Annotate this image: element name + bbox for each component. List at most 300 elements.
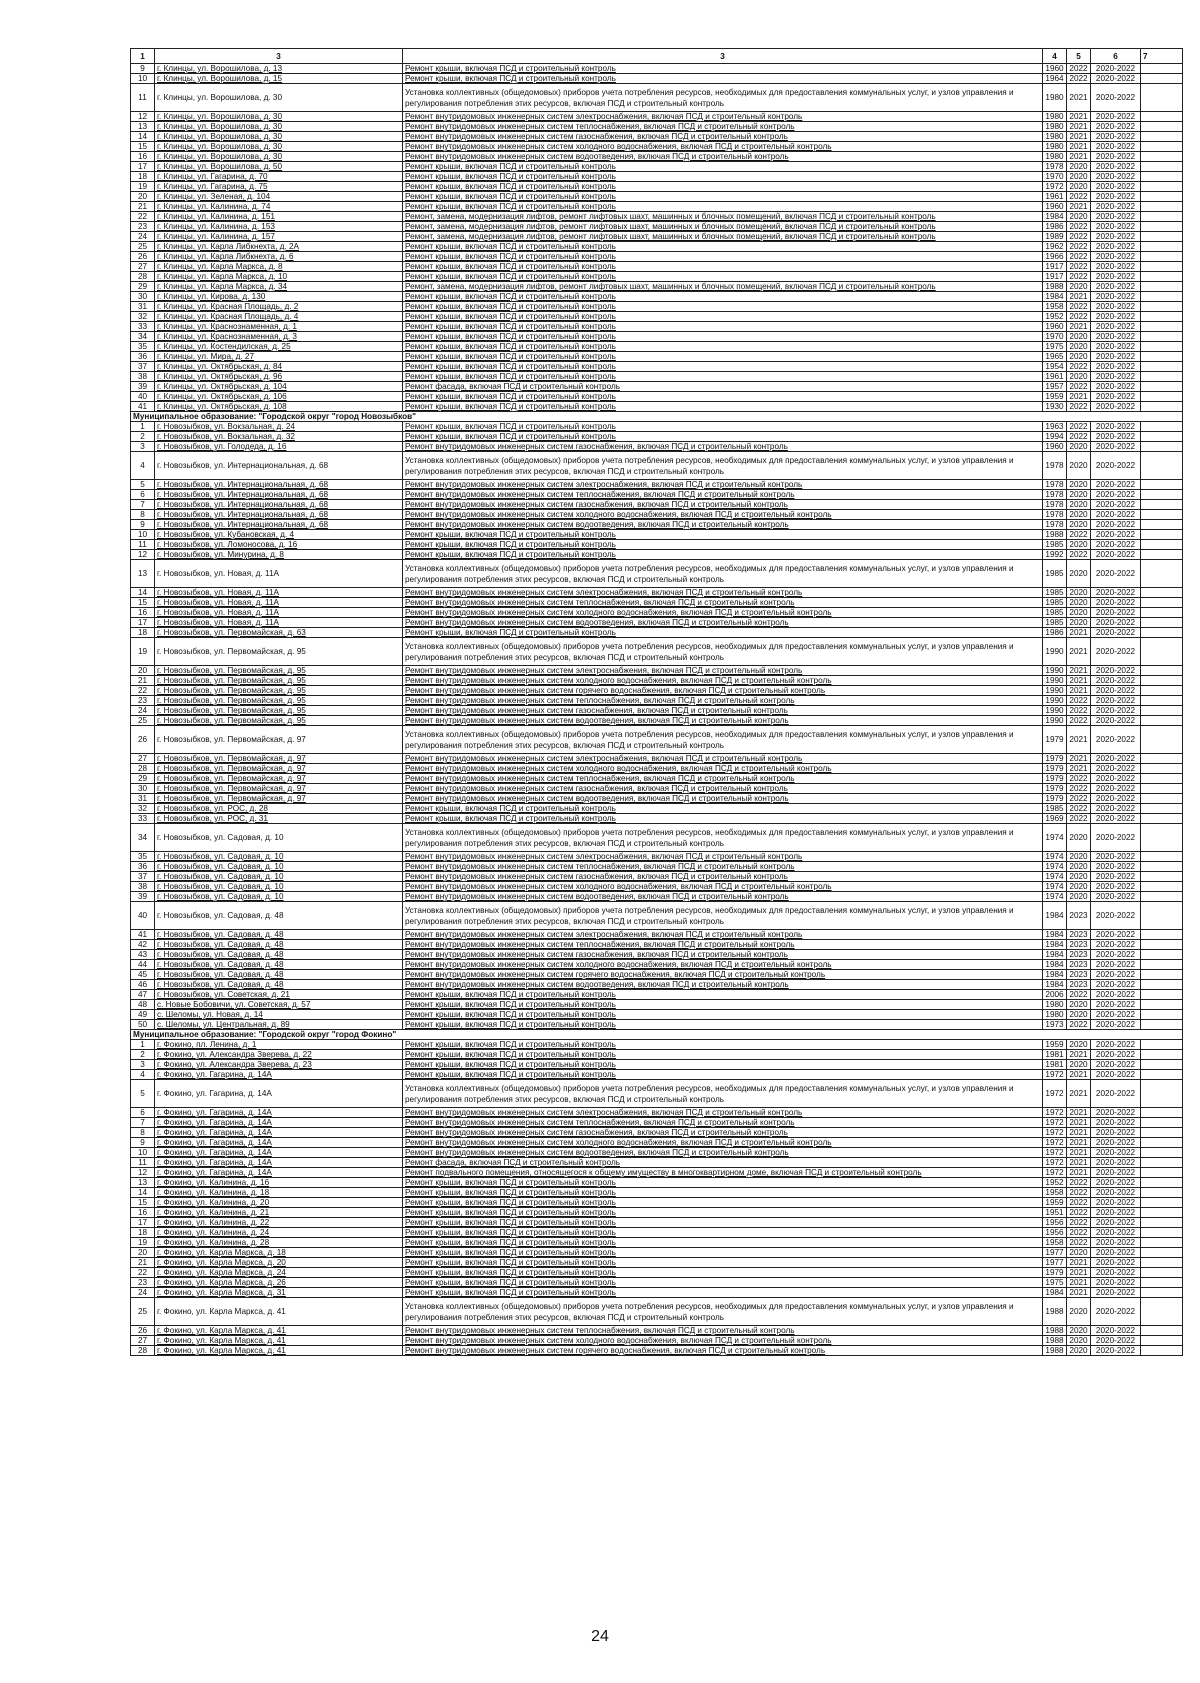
row-number: 24 — [131, 232, 155, 242]
row-number: 35 — [131, 852, 155, 862]
build-year-cell: 1992 — [1043, 550, 1067, 560]
work-type-cell: Ремонт крыши, включая ПСД и строительный контроль — [403, 74, 1043, 84]
empty-cell — [1141, 1000, 1183, 1010]
address-cell: г. Фокино, ул. Александра Зверева, д. 23 — [155, 1060, 403, 1070]
table-row — [131, 902, 1183, 930]
plan-year-cell: 2022 — [1067, 1178, 1091, 1188]
address-cell: г. Новозыбков, ул. Первомайская, д. 95 — [155, 716, 403, 726]
build-year-cell: 1986 — [1043, 222, 1067, 232]
build-year-cell: 1984 — [1043, 980, 1067, 990]
plan-year-cell: 2020 — [1067, 182, 1091, 192]
table-row — [131, 112, 1183, 122]
work-type-cell: Ремонт внутридомовых инженерных систем водоотведения, включая ПСД и строительный контроль — [403, 152, 1043, 162]
row-number: 18 — [131, 628, 155, 638]
plan-year-cell: 2021 — [1067, 726, 1091, 754]
row-number: 17 — [131, 1218, 155, 1228]
row-number: 40 — [131, 392, 155, 402]
header-cell-5: 5 — [1067, 49, 1091, 64]
period-cell: 2020-2022 — [1091, 112, 1141, 122]
build-year-cell: 1958 — [1043, 302, 1067, 312]
table-row — [131, 1218, 1183, 1228]
build-year-cell: 1978 — [1043, 510, 1067, 520]
period-cell: 2020-2022 — [1091, 520, 1141, 530]
empty-cell — [1141, 500, 1183, 510]
period-cell: 2020-2022 — [1091, 1188, 1141, 1198]
period-cell: 2020-2022 — [1091, 1238, 1141, 1248]
plan-year-cell: 2021 — [1067, 122, 1091, 132]
table-row — [131, 696, 1183, 706]
address-cell: г. Клинцы, ул. Октябрьская, д. 108 — [155, 402, 403, 412]
period-cell: 2020-2022 — [1091, 1288, 1141, 1298]
empty-cell — [1141, 152, 1183, 162]
build-year-cell: 1984 — [1043, 902, 1067, 930]
period-cell: 2020-2022 — [1091, 872, 1141, 882]
period-cell: 2020-2022 — [1091, 696, 1141, 706]
address-cell: г. Клинцы, ул. Калинина, д. 157 — [155, 232, 403, 242]
empty-cell — [1141, 222, 1183, 232]
plan-year-cell: 2020 — [1067, 892, 1091, 902]
period-cell: 2020-2022 — [1091, 618, 1141, 628]
plan-year-cell: 2020 — [1067, 618, 1091, 628]
row-number: 21 — [131, 1258, 155, 1268]
empty-cell — [1141, 162, 1183, 172]
plan-year-cell: 2020 — [1067, 1060, 1091, 1070]
row-number: 13 — [131, 122, 155, 132]
address-cell: г. Клинцы, ул. Ворошилова, д. 15 — [155, 74, 403, 84]
plan-year-cell: 2021 — [1067, 764, 1091, 774]
address-cell: г. Новозыбков, ул. Новая, д. 11А — [155, 598, 403, 608]
table-row — [131, 142, 1183, 152]
plan-year-cell: 2023 — [1067, 960, 1091, 970]
address-cell: г. Клинцы, ул. Ворошилова, д. 13 — [155, 64, 403, 74]
period-cell: 2020-2022 — [1091, 598, 1141, 608]
work-type-cell: Ремонт крыши, включая ПСД и строительный контроль — [403, 362, 1043, 372]
row-number: 23 — [131, 222, 155, 232]
row-number: 3 — [131, 1060, 155, 1070]
plan-year-cell: 2020 — [1067, 372, 1091, 382]
table-row — [131, 794, 1183, 804]
build-year-cell: 1972 — [1043, 1128, 1067, 1138]
row-number: 37 — [131, 872, 155, 882]
header-cell-4: 4 — [1043, 49, 1067, 64]
address-cell: г. Клинцы, ул. Краснознаменная, д. 3 — [155, 332, 403, 342]
plan-year-cell: 2022 — [1067, 530, 1091, 540]
plan-year-cell: 2021 — [1067, 322, 1091, 332]
plan-year-cell: 2021 — [1067, 1158, 1091, 1168]
period-cell: 2020-2022 — [1091, 1178, 1141, 1188]
work-type-cell: Ремонт крыши, включая ПСД и строительный контроль — [403, 1070, 1043, 1080]
empty-cell — [1141, 392, 1183, 402]
table-row — [131, 1070, 1183, 1080]
empty-cell — [1141, 382, 1183, 392]
build-year-cell: 1962 — [1043, 242, 1067, 252]
build-year-cell: 1970 — [1043, 332, 1067, 342]
table-row — [131, 520, 1183, 530]
plan-year-cell: 2021 — [1067, 1138, 1091, 1148]
table-row — [131, 872, 1183, 882]
empty-cell — [1141, 432, 1183, 442]
work-type-cell: Установка коллективных (общедомовых) приборов учета потребления ресурсов, необходимых для предоставления коммунальных услуг, и узлов управления и регулирования потребления этих ресурсов, включая ПСД и строительный контроль — [403, 452, 1043, 480]
plan-year-cell: 2022 — [1067, 1228, 1091, 1238]
address-cell: г. Новозыбков, ул. Ломоносова, д. 16 — [155, 540, 403, 550]
build-year-cell: 1973 — [1043, 1020, 1067, 1030]
header-cell-2: 3 — [155, 49, 403, 64]
row-number: 12 — [131, 112, 155, 122]
empty-cell — [1141, 666, 1183, 676]
plan-year-cell: 2022 — [1067, 422, 1091, 432]
plan-year-cell: 2022 — [1067, 74, 1091, 84]
table-row — [131, 500, 1183, 510]
build-year-cell: 1972 — [1043, 1148, 1067, 1158]
work-type-cell: Ремонт внутридомовых инженерных систем холодного водоснабжения, включая ПСД и строительный контроль — [403, 510, 1043, 520]
table-row — [131, 804, 1183, 814]
empty-cell — [1141, 980, 1183, 990]
plan-year-cell: 2020 — [1067, 212, 1091, 222]
empty-cell — [1141, 312, 1183, 322]
period-cell: 2020-2022 — [1091, 824, 1141, 852]
page-number: 24 — [591, 1628, 609, 1645]
address-cell: г. Фокино, ул. Калинина, д. 22 — [155, 1218, 403, 1228]
build-year-cell: 1984 — [1043, 950, 1067, 960]
address-cell: г. Фокино, ул. Гагарина, д. 14А — [155, 1080, 403, 1108]
address-cell: г. Клинцы, ул. Краснознаменная, д. 1 — [155, 322, 403, 332]
plan-year-cell: 2022 — [1067, 1208, 1091, 1218]
address-cell: г. Фокино, ул. Карла Маркса, д. 20 — [155, 1258, 403, 1268]
row-number: 16 — [131, 1208, 155, 1218]
build-year-cell: 1960 — [1043, 202, 1067, 212]
row-number: 8 — [131, 510, 155, 520]
address-cell: г. Клинцы, ул. Гагарина, д. 75 — [155, 182, 403, 192]
table-row — [131, 1148, 1183, 1158]
period-cell: 2020-2022 — [1091, 192, 1141, 202]
build-year-cell: 1964 — [1043, 74, 1067, 84]
work-type-cell: Ремонт внутридомовых инженерных систем водоотведения, включая ПСД и строительный контроль — [403, 892, 1043, 902]
row-number: 4 — [131, 452, 155, 480]
table-row — [131, 990, 1183, 1000]
table-row — [131, 232, 1183, 242]
plan-year-cell: 2020 — [1067, 510, 1091, 520]
build-year-cell: 1972 — [1043, 1118, 1067, 1128]
plan-year-cell: 2021 — [1067, 628, 1091, 638]
plan-year-cell: 2020 — [1067, 1248, 1091, 1258]
table-row — [131, 1050, 1183, 1060]
work-type-cell: Ремонт внутридомовых инженерных систем горячего водоснабжения, включая ПСД и строительный контроль — [403, 1346, 1043, 1356]
build-year-cell: 1952 — [1043, 1178, 1067, 1188]
period-cell: 2020-2022 — [1091, 392, 1141, 402]
row-number: 13 — [131, 1178, 155, 1188]
row-number: 25 — [131, 716, 155, 726]
work-type-cell: Ремонт внутридомовых инженерных систем холодного водоснабжения, включая ПСД и строительный контроль — [403, 960, 1043, 970]
plan-year-cell: 2021 — [1067, 1118, 1091, 1128]
work-type-cell: Ремонт внутридомовых инженерных систем теплоснабжения, включая ПСД и строительный контроль — [403, 862, 1043, 872]
period-cell: 2020-2022 — [1091, 500, 1141, 510]
empty-cell — [1141, 618, 1183, 628]
plan-year-cell: 2022 — [1067, 814, 1091, 824]
work-type-cell: Ремонт крыши, включая ПСД и строительный контроль — [403, 272, 1043, 282]
build-year-cell: 1985 — [1043, 804, 1067, 814]
empty-cell — [1141, 282, 1183, 292]
address-cell: г. Фокино, ул. Калинина, д. 24 — [155, 1228, 403, 1238]
plan-year-cell: 2022 — [1067, 232, 1091, 242]
plan-year-cell: 2020 — [1067, 872, 1091, 882]
table-row — [131, 1000, 1183, 1010]
build-year-cell: 1974 — [1043, 862, 1067, 872]
build-year-cell: 1961 — [1043, 192, 1067, 202]
period-cell: 2020-2022 — [1091, 862, 1141, 872]
table-row — [131, 222, 1183, 232]
empty-cell — [1141, 706, 1183, 716]
address-cell: г. Фокино, пл. Ленина, д. 1 — [155, 1040, 403, 1050]
work-type-cell: Ремонт крыши, включая ПСД и строительный контроль — [403, 1188, 1043, 1198]
plan-year-cell: 2020 — [1067, 162, 1091, 172]
empty-cell — [1141, 716, 1183, 726]
table-row — [131, 132, 1183, 142]
table-row — [131, 1346, 1183, 1356]
address-cell: г. Новозыбков, ул. Первомайская, д. 97 — [155, 774, 403, 784]
plan-year-cell: 2023 — [1067, 940, 1091, 950]
period-cell: 2020-2022 — [1091, 122, 1141, 132]
table-row — [131, 1040, 1183, 1050]
plan-year-cell: 2021 — [1067, 1050, 1091, 1060]
table-row — [131, 74, 1183, 84]
table-row — [131, 202, 1183, 212]
row-number: 22 — [131, 212, 155, 222]
row-number: 15 — [131, 142, 155, 152]
plan-year-cell: 2021 — [1067, 1128, 1091, 1138]
table-row — [131, 1228, 1183, 1238]
period-cell: 2020-2022 — [1091, 510, 1141, 520]
row-number: 50 — [131, 1020, 155, 1030]
plan-year-cell: 2021 — [1067, 1288, 1091, 1298]
period-cell: 2020-2022 — [1091, 754, 1141, 764]
address-cell: г. Клинцы, ул. Красная Площадь, д. 4 — [155, 312, 403, 322]
row-number: 20 — [131, 1248, 155, 1258]
work-type-cell: Ремонт внутридомовых инженерных систем электроснабжения, включая ПСД и строительный контроль — [403, 852, 1043, 862]
work-type-cell: Ремонт внутридомовых инженерных систем электроснабжения, включая ПСД и строительный контроль — [403, 112, 1043, 122]
period-cell: 2020-2022 — [1091, 372, 1141, 382]
work-type-cell: Ремонт внутридомовых инженерных систем холодного водоснабжения, включая ПСД и строительный контроль — [403, 764, 1043, 774]
work-type-cell: Установка коллективных (общедомовых) приборов учета потребления ресурсов, необходимых для предоставления коммунальных услуг, и узлов управления и регулирования потребления этих ресурсов, включая ПСД и строительный контроль — [403, 902, 1043, 930]
row-number: 47 — [131, 990, 155, 1000]
empty-cell — [1141, 1138, 1183, 1148]
work-type-cell: Ремонт внутридомовых инженерных систем водоотведения, включая ПСД и строительный контроль — [403, 794, 1043, 804]
build-year-cell: 1974 — [1043, 892, 1067, 902]
table-row — [131, 122, 1183, 132]
period-cell: 2020-2022 — [1091, 1000, 1141, 1010]
plan-year-cell: 2020 — [1067, 862, 1091, 872]
period-cell: 2020-2022 — [1091, 202, 1141, 212]
period-cell: 2020-2022 — [1091, 588, 1141, 598]
period-cell: 2020-2022 — [1091, 1020, 1141, 1030]
table-row — [131, 352, 1183, 362]
table-row — [131, 892, 1183, 902]
table-row — [131, 754, 1183, 764]
empty-cell — [1141, 550, 1183, 560]
plan-year-cell: 2020 — [1067, 540, 1091, 550]
work-type-cell: Ремонт внутридомовых инженерных систем холодного водоснабжения, включая ПСД и строительный контроль — [403, 1138, 1043, 1148]
empty-cell — [1141, 676, 1183, 686]
plan-year-cell: 2020 — [1067, 588, 1091, 598]
row-number: 17 — [131, 618, 155, 628]
build-year-cell: 1961 — [1043, 372, 1067, 382]
work-type-cell: Ремонт внутридомовых инженерных систем электроснабжения, включая ПСД и строительный контроль — [403, 1108, 1043, 1118]
build-year-cell: 1951 — [1043, 1208, 1067, 1218]
work-type-cell: Ремонт крыши, включая ПСД и строительный контроль — [403, 804, 1043, 814]
build-year-cell: 1978 — [1043, 452, 1067, 480]
empty-cell — [1141, 628, 1183, 638]
header-cell-6: 6 — [1091, 49, 1141, 64]
table-row — [131, 392, 1183, 402]
build-year-cell: 1990 — [1043, 676, 1067, 686]
build-year-cell: 1988 — [1043, 282, 1067, 292]
plan-year-cell: 2021 — [1067, 754, 1091, 764]
address-cell: г. Клинцы, ул. Калинина, д. 151 — [155, 212, 403, 222]
period-cell: 2020-2022 — [1091, 970, 1141, 980]
work-type-cell: Ремонт фасада, включая ПСД и строительный контроль — [403, 1158, 1043, 1168]
plan-year-cell: 2023 — [1067, 930, 1091, 940]
table-row — [131, 1208, 1183, 1218]
table-row — [131, 282, 1183, 292]
build-year-cell: 1979 — [1043, 726, 1067, 754]
period-cell: 2020-2022 — [1091, 1326, 1141, 1336]
row-number: 45 — [131, 970, 155, 980]
empty-cell — [1141, 814, 1183, 824]
address-cell: г. Фокино, ул. Калинина, д. 20 — [155, 1198, 403, 1208]
plan-year-cell: 2023 — [1067, 970, 1091, 980]
empty-cell — [1141, 1108, 1183, 1118]
period-cell: 2020-2022 — [1091, 794, 1141, 804]
plan-year-cell: 2022 — [1067, 1238, 1091, 1248]
plan-year-cell: 2022 — [1067, 1020, 1091, 1030]
empty-cell — [1141, 1020, 1183, 1030]
empty-cell — [1141, 930, 1183, 940]
address-cell: г. Новозыбков, ул. Садовая, д. 48 — [155, 970, 403, 980]
work-type-cell: Ремонт крыши, включая ПСД и строительный контроль — [403, 172, 1043, 182]
table-row — [131, 1326, 1183, 1336]
build-year-cell: 1984 — [1043, 960, 1067, 970]
plan-year-cell: 2021 — [1067, 292, 1091, 302]
work-type-cell: Ремонт крыши, включая ПСД и строительный контроль — [403, 1000, 1043, 1010]
empty-cell — [1141, 202, 1183, 212]
plan-year-cell: 2023 — [1067, 950, 1091, 960]
address-cell: г. Новозыбков, ул. Интернациональная, д. 68 — [155, 480, 403, 490]
empty-cell — [1141, 1070, 1183, 1080]
row-number: 27 — [131, 1336, 155, 1346]
address-cell: г. Клинцы, ул. Карла Маркса, д. 34 — [155, 282, 403, 292]
row-number: 41 — [131, 402, 155, 412]
build-year-cell: 1988 — [1043, 1326, 1067, 1336]
table-row — [131, 1168, 1183, 1178]
row-number: 26 — [131, 726, 155, 754]
row-number: 14 — [131, 132, 155, 142]
table-row — [131, 824, 1183, 852]
address-cell: г. Новозыбков, ул. Садовая, д. 10 — [155, 872, 403, 882]
table-row — [131, 560, 1183, 588]
empty-cell — [1141, 970, 1183, 980]
address-cell: г. Новозыбков, ул. Голодеда, д. 16 — [155, 442, 403, 452]
work-type-cell: Ремонт внутридомовых инженерных систем газоснабжения, включая ПСД и строительный контроль — [403, 500, 1043, 510]
plan-year-cell: 2020 — [1067, 560, 1091, 588]
row-number: 38 — [131, 882, 155, 892]
row-number: 5 — [131, 1080, 155, 1108]
build-year-cell: 2006 — [1043, 990, 1067, 1000]
table-row — [131, 252, 1183, 262]
address-cell: г. Новозыбков, ул. Новая, д. 11А — [155, 618, 403, 628]
row-number: 30 — [131, 292, 155, 302]
empty-cell — [1141, 764, 1183, 774]
plan-year-cell: 2022 — [1067, 1188, 1091, 1198]
period-cell: 2020-2022 — [1091, 1168, 1141, 1178]
table-row — [131, 302, 1183, 312]
plan-year-cell: 2022 — [1067, 706, 1091, 716]
empty-cell — [1141, 560, 1183, 588]
row-number: 28 — [131, 272, 155, 282]
row-number: 1 — [131, 422, 155, 432]
table-row — [131, 960, 1183, 970]
work-type-cell: Ремонт крыши, включая ПСД и строительный контроль — [403, 1248, 1043, 1258]
table-row — [131, 182, 1183, 192]
address-cell: г. Фокино, ул. Карла Маркса, д. 26 — [155, 1278, 403, 1288]
address-cell: г. Новозыбков, ул. Новая, д. 11А — [155, 608, 403, 618]
empty-cell — [1141, 960, 1183, 970]
table-row — [131, 774, 1183, 784]
period-cell: 2020-2022 — [1091, 222, 1141, 232]
plan-year-cell: 2022 — [1067, 382, 1091, 392]
empty-cell — [1141, 824, 1183, 852]
plan-year-cell: 2021 — [1067, 1278, 1091, 1288]
plan-year-cell: 2020 — [1067, 1346, 1091, 1356]
build-year-cell: 1979 — [1043, 754, 1067, 764]
empty-cell — [1141, 892, 1183, 902]
build-year-cell: 1980 — [1043, 132, 1067, 142]
work-type-cell: Ремонт крыши, включая ПСД и строительный контроль — [403, 550, 1043, 560]
period-cell: 2020-2022 — [1091, 312, 1141, 322]
build-year-cell: 1980 — [1043, 112, 1067, 122]
table-row — [131, 172, 1183, 182]
work-type-cell: Ремонт крыши, включая ПСД и строительный контроль — [403, 242, 1043, 252]
table-row — [131, 342, 1183, 352]
plan-year-cell: 2022 — [1067, 222, 1091, 232]
table-row — [131, 490, 1183, 500]
empty-cell — [1141, 64, 1183, 74]
build-year-cell: 1988 — [1043, 1336, 1067, 1346]
build-year-cell: 1985 — [1043, 560, 1067, 588]
work-type-cell: Ремонт внутридомовых инженерных систем электроснабжения, включая ПСД и строительный контроль — [403, 666, 1043, 676]
row-number: 39 — [131, 382, 155, 392]
build-year-cell: 1965 — [1043, 352, 1067, 362]
row-number: 29 — [131, 774, 155, 784]
empty-cell — [1141, 1148, 1183, 1158]
plan-year-cell: 2021 — [1067, 142, 1091, 152]
row-number: 35 — [131, 342, 155, 352]
period-cell: 2020-2022 — [1091, 182, 1141, 192]
table-row — [131, 242, 1183, 252]
row-number: 41 — [131, 930, 155, 940]
plan-year-cell: 2020 — [1067, 500, 1091, 510]
address-cell: г. Фокино, ул. Карла Маркса, д. 24 — [155, 1268, 403, 1278]
empty-cell — [1141, 1268, 1183, 1278]
address-cell: г. Клинцы, ул. Ворошилова, д. 30 — [155, 142, 403, 152]
period-cell: 2020-2022 — [1091, 1060, 1141, 1070]
work-type-cell: Ремонт внутридомовых инженерных систем газоснабжения, включая ПСД и строительный контроль — [403, 132, 1043, 142]
period-cell: 2020-2022 — [1091, 960, 1141, 970]
plan-year-cell: 2023 — [1067, 980, 1091, 990]
period-cell: 2020-2022 — [1091, 940, 1141, 950]
row-number: 14 — [131, 1188, 155, 1198]
period-cell: 2020-2022 — [1091, 882, 1141, 892]
build-year-cell: 1988 — [1043, 530, 1067, 540]
work-type-cell: Ремонт внутридомовых инженерных систем газоснабжения, включая ПСД и строительный контроль — [403, 706, 1043, 716]
